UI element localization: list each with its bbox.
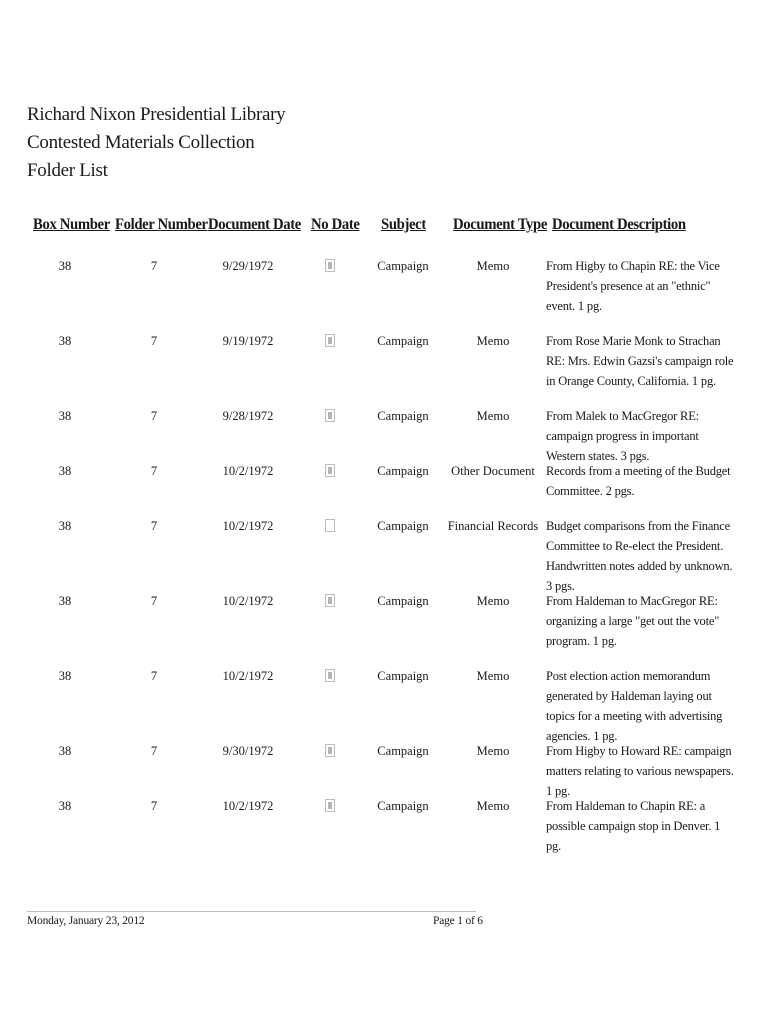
column-header-subject: Subject	[381, 216, 426, 233]
box-number-cell: 38	[58, 519, 72, 533]
collection-name: Contested Materials Collection	[27, 132, 255, 153]
document-description-cell: From Haldeman to Chapin RE: a possible campaign stop in Denver. 1 pg.	[546, 799, 721, 853]
document-type-cell: Other Document	[451, 464, 535, 478]
no-date-checkbox	[325, 464, 335, 477]
document-description-cell: Post election action memorandum generated by Haldeman laying out topics for a meeting with advertising agencies. 1 pg.	[546, 669, 723, 743]
document-date-cell: 9/30/1972	[222, 744, 274, 758]
document-date-cell: 10/2/1972	[222, 669, 274, 683]
document-date-cell: 9/29/1972	[222, 259, 274, 273]
document-date-cell: 9/19/1972	[222, 334, 274, 348]
document-description-cell: From Haldeman to MacGregor RE: organizing a large "get out the vote" program. 1 pg.	[546, 594, 720, 648]
no-date-checkbox	[325, 799, 335, 812]
folder-number-cell: 7	[150, 259, 158, 273]
document-type-cell: Memo	[476, 409, 510, 423]
folder-number-cell: 7	[150, 409, 158, 423]
list-title: Folder List	[27, 160, 108, 181]
column-header-box-number: Box Number	[33, 216, 110, 233]
document-description-cell: Records from a meeting of the Budget Committee. 2 pgs.	[546, 464, 731, 498]
subject-cell: Campaign	[377, 334, 429, 348]
box-number-cell: 38	[58, 669, 72, 683]
library-name: Richard Nixon Presidential Library	[27, 104, 286, 125]
folder-number-cell: 7	[150, 519, 158, 533]
page-indicator: Page 1 of 6	[433, 915, 483, 927]
document-description-cell: From Rose Marie Monk to Strachan RE: Mrs. Edwin Gazsi's campaign role in Orange County, California. 1 pg.	[546, 334, 734, 388]
box-number-cell: 38	[58, 594, 72, 608]
subject-cell: Campaign	[377, 744, 429, 758]
subject-cell: Campaign	[377, 464, 429, 478]
report-title-block	[27, 101, 285, 185]
box-number-cell: 38	[58, 259, 72, 273]
column-header-document-type: Document Type	[453, 216, 548, 233]
document-date-cell: 10/2/1972	[222, 594, 274, 608]
document-date-cell: 9/28/1972	[222, 409, 274, 423]
column-header-document-description: Document Description	[552, 216, 686, 233]
document-date-cell: 10/2/1972	[222, 799, 274, 813]
box-number-cell: 38	[58, 334, 72, 348]
box-number-cell: 38	[58, 409, 72, 423]
subject-cell: Campaign	[377, 799, 429, 813]
subject-cell: Campaign	[377, 259, 429, 273]
footer-date: Monday, January 23, 2012	[27, 915, 145, 927]
document-type-cell: Memo	[476, 744, 510, 758]
subject-cell: Campaign	[377, 519, 429, 533]
folder-number-cell: 7	[150, 744, 158, 758]
folder-number-cell: 7	[150, 594, 158, 608]
column-header-document-date: Document Date	[208, 216, 301, 233]
box-number-cell: 38	[58, 744, 72, 758]
no-date-checkbox	[325, 594, 335, 607]
document-type-cell: Memo	[476, 594, 510, 608]
document-description-cell: From Malek to MacGregor RE: campaign progress in important Western states. 3 pgs.	[546, 409, 699, 463]
document-date-cell: 10/2/1972	[222, 464, 274, 478]
no-date-checkbox	[325, 334, 335, 347]
no-date-checkbox	[325, 259, 335, 272]
no-date-checkbox	[325, 519, 335, 532]
column-header-folder-number: Folder Number	[115, 216, 208, 233]
subject-cell: Campaign	[377, 669, 429, 683]
subject-cell: Campaign	[377, 594, 429, 608]
document-description-cell: From Higby to Howard RE: campaign matters relating to various newspapers. 1 pg.	[546, 744, 734, 798]
document-type-cell: Memo	[476, 259, 510, 273]
document-type-cell: Financial Records	[447, 519, 539, 533]
document-date-cell: 10/2/1972	[222, 519, 274, 533]
box-number-cell: 38	[58, 464, 72, 478]
folder-number-cell: 7	[150, 464, 158, 478]
footer-divider	[27, 911, 476, 912]
subject-cell: Campaign	[377, 409, 429, 423]
folder-number-cell: 7	[150, 799, 158, 813]
document-description-cell: From Higby to Chapin RE: the Vice President's presence at an "ethnic" event. 1 pg.	[546, 259, 720, 313]
document-description-cell: Budget comparisons from the Finance Committee to Re-elect the President. Handwritten notes added by unknown. 3 pgs.	[546, 519, 733, 593]
no-date-checkbox	[325, 409, 335, 422]
document-type-cell: Memo	[476, 669, 510, 683]
no-date-checkbox	[325, 669, 335, 682]
no-date-checkbox	[325, 744, 335, 757]
document-type-cell: Memo	[476, 334, 510, 348]
folder-number-cell: 7	[150, 334, 158, 348]
box-number-cell: 38	[58, 799, 72, 813]
column-header-no-date: No Date	[311, 216, 360, 233]
document-type-cell: Memo	[476, 799, 510, 813]
folder-number-cell: 7	[150, 669, 158, 683]
